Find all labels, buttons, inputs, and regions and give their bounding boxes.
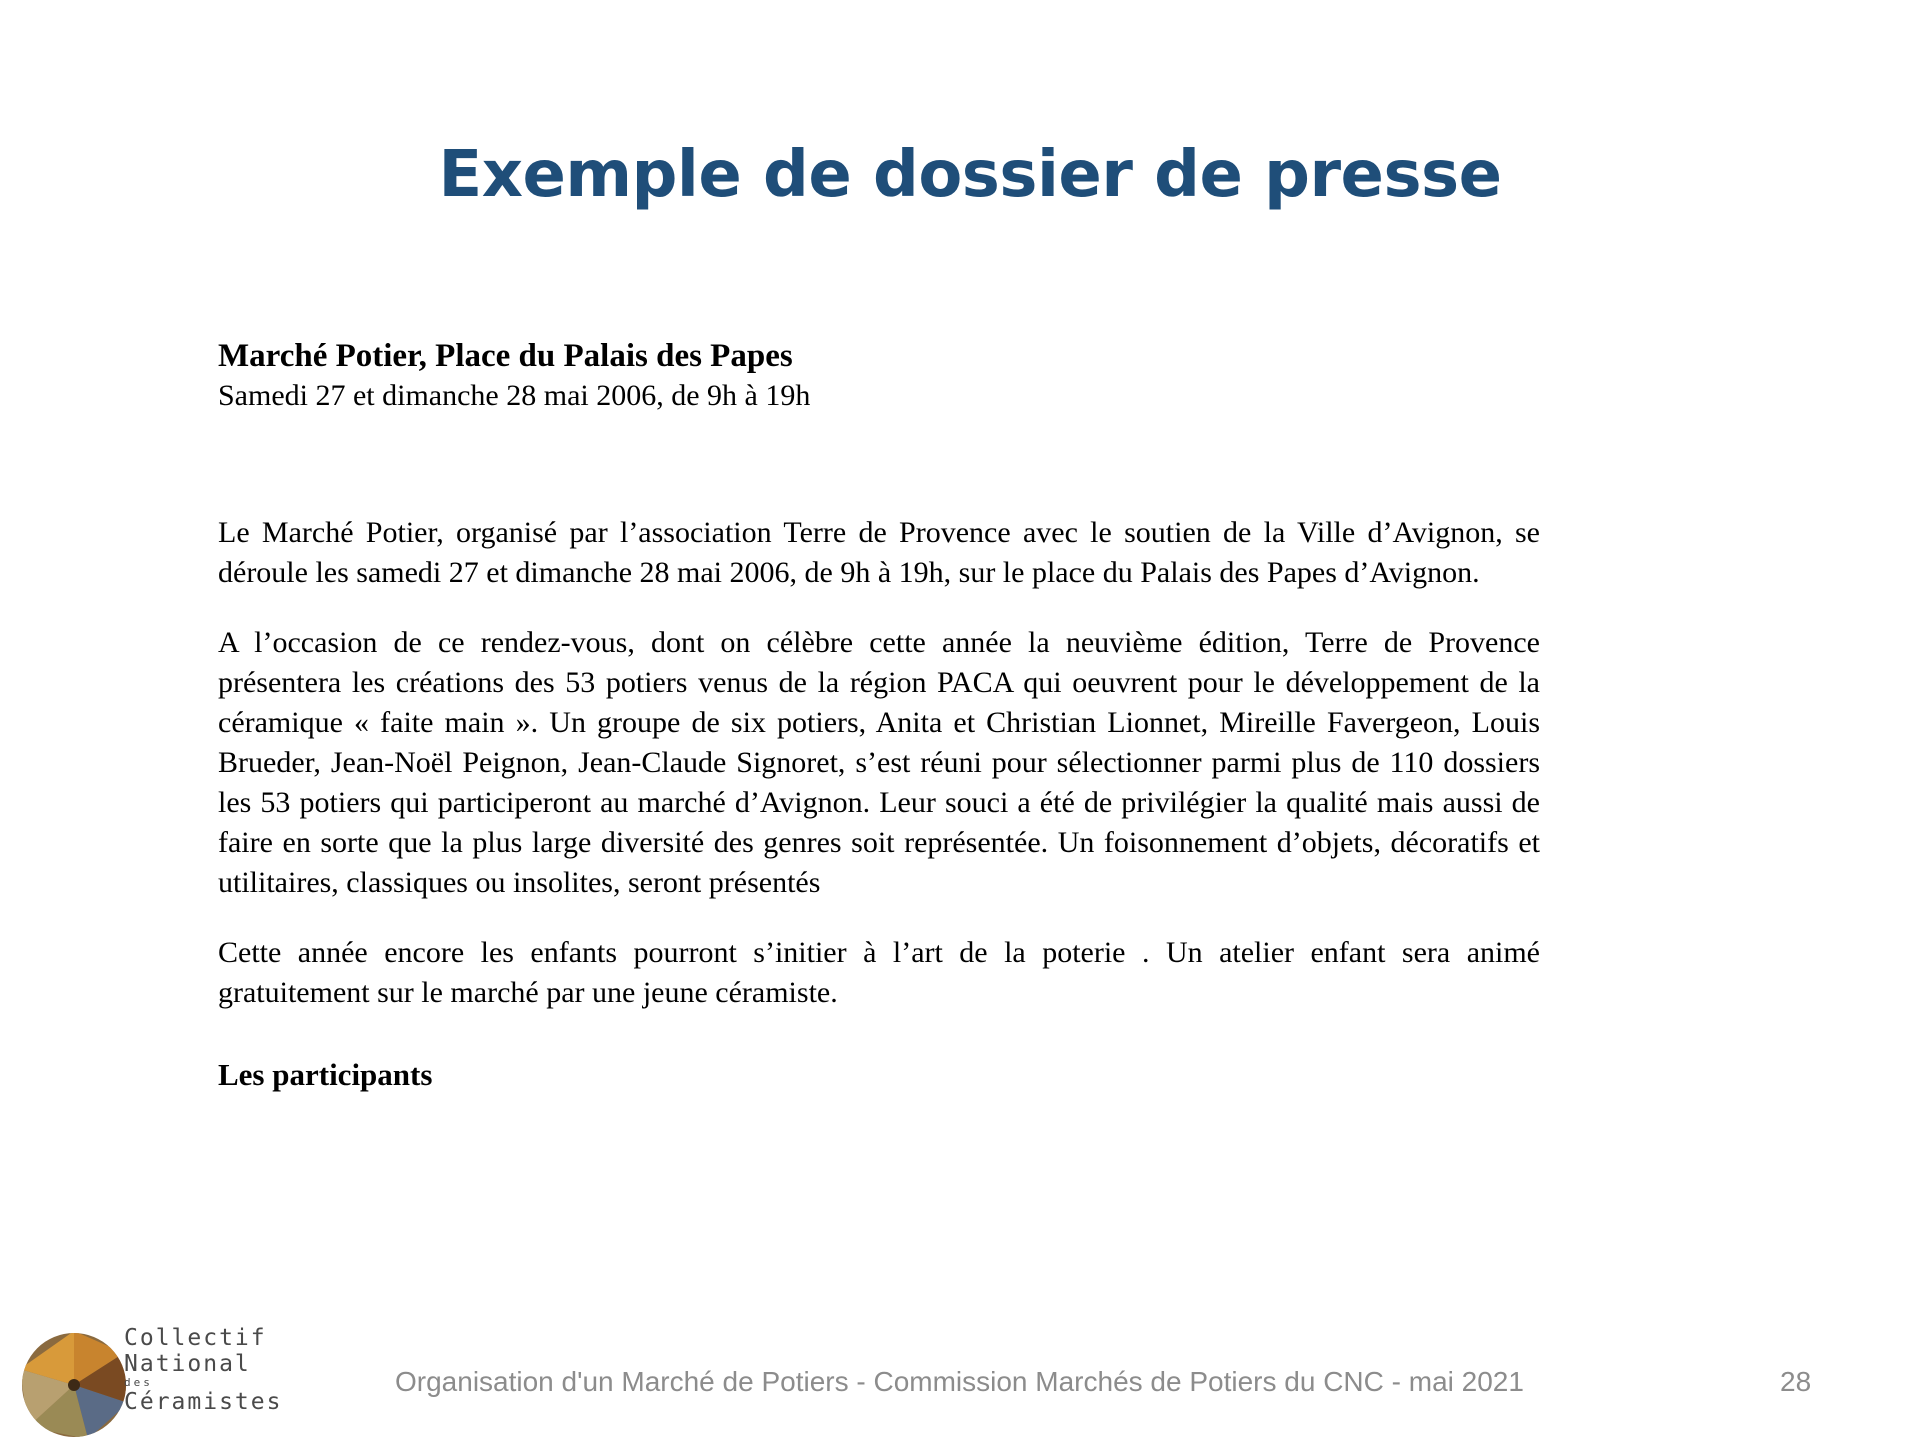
page-number: 28: [1780, 1366, 1812, 1397]
press-document: [218, 336, 1540, 1126]
logo-line-des: des: [124, 1376, 153, 1389]
document-paragraph-3: Cette année encore les enfants pourront s’initier à l’art de la poterie . Un atelier enfant sera animé gratuitement sur le marché par une jeune céramiste.: [218, 936, 1540, 1009]
document-paragraph-1: Le Marché Potier, organisé par l’association Terre de Provence avec le soutien de la Ville d’Avignon, se déroule les samedi 27 et dimanche 28 mai 2006, de 9h à 19h, sur le place du Palais des Papes d’Avignon.: [218, 516, 1540, 589]
logo-line-collectif: Collectif: [124, 1325, 267, 1351]
footer-text: Organisation d'un Marché de Potiers - Commission Marchés de Potiers du CNC - mai 2021: [395, 1366, 1524, 1397]
logo-line-national: National: [124, 1351, 251, 1377]
document-heading: Marché Potier, Place du Palais des Papes: [218, 338, 793, 374]
section-title-participants: Les participants: [218, 1057, 433, 1092]
logo-text: [124, 1325, 282, 1415]
document-date-line: Samedi 27 et dimanche 28 mai 2006, de 9h à 19h: [218, 379, 811, 412]
document-paragraph-2: A l’occasion de ce rendez-vous, dont on célèbre cette année la neuvième édition, Terre de Provence présentera les créations des 53 potiers venus de la région PACA qui oeuvrent pour le développement de la céramique « faite main ». Un groupe de six potiers, Anita et Christian Lionnet, Mireille Favergeon, Louis Brueder, Jean-Noël Peignon, Jean-Claude Signoret, s’est réuni pour sélectionner parmi plus de 110 dossiers les 53 potiers qui participeront au marché d’Avignon. Leur souci a été de privilégier la qualité mais aussi de faire en sorte que la plus large diversité des genres soit représentée. Un foisonnement d’objets, décoratifs et utilitaires, classiques ou insolites, seront présentés: [218, 626, 1540, 899]
slide-title: Exemple de dossier de presse: [438, 138, 1502, 212]
logo-line-ceramistes: Céramistes: [124, 1389, 283, 1415]
